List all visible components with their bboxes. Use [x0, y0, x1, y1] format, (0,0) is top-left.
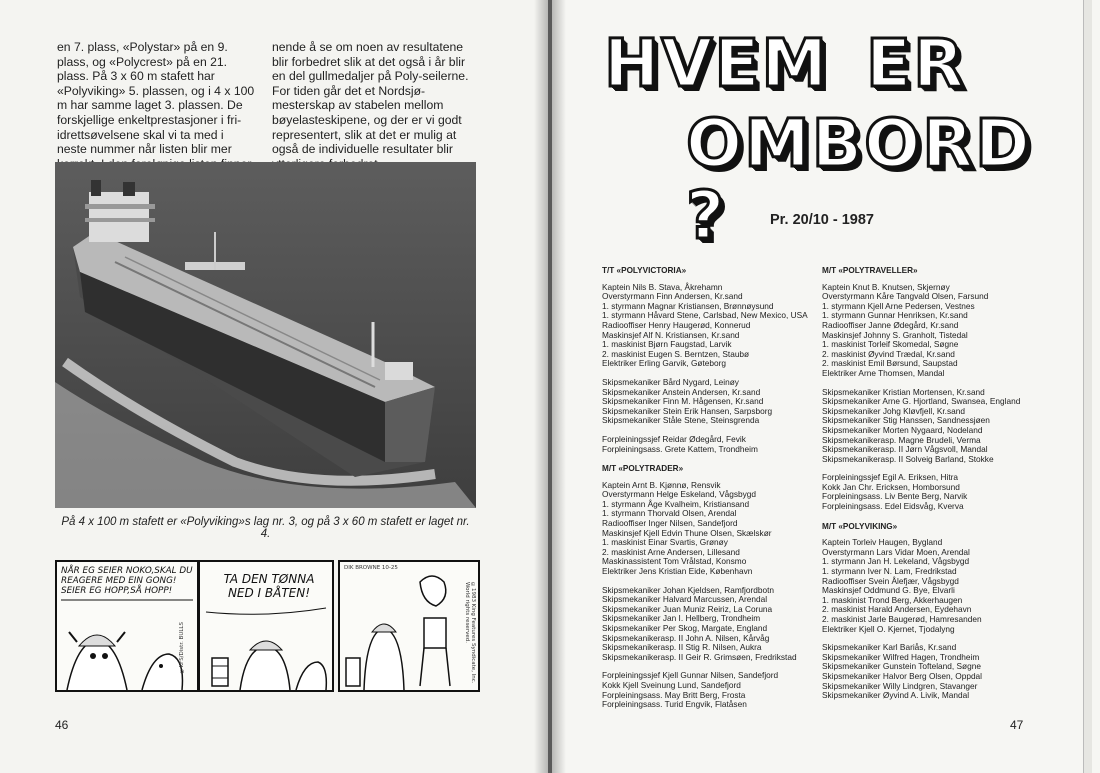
comic-speech-1: NÅR EG SEIER NOKO,SKAL DU REAGERE MED EIN GONG! SEIER EG HOPP,SÅ HOPP! — [61, 566, 193, 596]
crew-member: Skipsmekaniker Johg Kløvfjell, Kr.sand — [822, 405, 965, 416]
comic-panel-2 — [198, 560, 334, 692]
crew-column-right — [822, 266, 1047, 711]
tanker-photo — [55, 162, 476, 508]
crew-member: Forpleiningsass. Liv Bente Berg, Narvik — [822, 491, 968, 502]
article-column-2 — [272, 40, 476, 171]
crew-member: 2. maskinist Jarle Baugerød, Hamresanden — [822, 614, 982, 624]
ship-block — [602, 464, 822, 710]
crew-member: Skipsmekaniker Gunstein Tofteland, Søgne — [822, 661, 981, 672]
ship-block — [822, 266, 1047, 512]
crew-member: 1. maskinist Trond Berg, Akkerhaugen — [822, 594, 963, 605]
crew-member: Kaptein Knut B. Knutsen, Skjernøy — [822, 281, 950, 292]
crew-member: Skipsmekanikerasp. Magne Brudeli, Verma — [822, 434, 981, 445]
crew-member: Skipsmekaniker Finn M. Hågensen, Kr.sand — [602, 396, 764, 407]
viking-barrel-drawing-icon — [200, 562, 332, 690]
crew-member: Skipsmekaniker Halvor Berg Olsen, Oppdal — [822, 670, 983, 681]
crew-member: Skipsmekanikerasp. II Geir R. Grimsøen, Fredrikstad — [602, 651, 797, 662]
crew-column-left — [602, 266, 822, 720]
page-edge — [1083, 0, 1092, 773]
crew-member: Skipsmekaniker Øyvind A. Livik, Mandal — [822, 690, 970, 701]
crew-member: Skipsmekaniker Halvard Marcussen, Arendal — [602, 594, 768, 605]
crew-member: Overstyrmann Finn Andersen, Kr.sand — [602, 291, 743, 302]
crew-member: Skipsmekaniker Karl Bariås, Kr.sand — [822, 642, 957, 653]
article-text-1: en 7. plass, «Polystar» på en 9. plass, og «Polycrest» på en 21. plass. På 3 x 60 m stafett har «Polyviking» 5. plassen, og i 4 x 100 m har samme laget 3. plassen. De forskjellige enkeltprestasjoner i fri-idrettsøvelsene skal vi ta med i neste nummer når listen blir mer — [57, 40, 255, 157]
crew-member: Elektriker Jens Kristian Eide, København — [602, 566, 753, 577]
crew-member: Kaptein Nils B. Stava, Åkrehamn — [602, 281, 723, 292]
crew-member: Forpleiningsass. May Britt Berg, Frosta — [602, 689, 746, 700]
crew-member: Maskinsjef Oddmund G. Bye, Elvarli — [822, 585, 955, 596]
crew-member: Forpleiningsass. Grete Kattem, Trondheim — [602, 443, 758, 454]
crew-member: Elektriker Kjell O. Kjernet, Tjodalyng — [822, 623, 955, 634]
crew-member: Skipsmekaniker Stig Hanssen, Sandnessjøen — [822, 415, 990, 426]
crew-member: Elektriker Arne Thomsen, Mandal — [822, 367, 945, 378]
page-number-left: 46 — [55, 718, 69, 732]
crew-member: 1. styrmann Kjell Arne Pedersen, Vestnes — [822, 300, 975, 311]
crew-member: Maskinsjef Johnny S. Granholt, Tistedal — [822, 329, 968, 340]
crew-member: 2. maskinist Øyvind Trædal, Kr.sand — [822, 348, 955, 359]
comic-panel-1 — [55, 560, 199, 692]
crew-member: 1. styrmann Åge Kvalheim, Kristiansand — [602, 498, 750, 509]
crew-member: Radiooffiser Henry Haugerød, Konnerud — [602, 319, 751, 330]
ship-name: M/T «POLYTRAVELLER» — [822, 266, 918, 275]
headline-line-1: HVEM ER — [604, 25, 966, 102]
viking-jump-drawing-icon — [340, 562, 478, 690]
crew-member: Skipsmekaniker Per Skog, Margate, England — [602, 623, 768, 633]
crew-member: Forpleiningsass. Edel Eidsvåg, Kverva — [822, 501, 964, 512]
crew-member: Radiooffiser Janne Ødegård, Kr.sand — [822, 319, 959, 330]
photo-caption: På 4 x 100 m stafett er «Polyviking»s lag nr. 3, og på 3 x 60 m stafett er laget nr. 4. — [61, 516, 470, 540]
crew-member: Skipsmekaniker Wilfred Hagen, Trondheim — [822, 651, 980, 662]
crew-member: Maskinsjef Kjell Edvin Thune Olsen, Skælskør — [602, 527, 772, 538]
ship-name: T/T «POLYVICTORIA» — [602, 266, 687, 275]
crew-member: 2. maskinist Eugen S. Berntzen, Staubø — [602, 348, 750, 359]
crew-member: 1. styrmann Håvard Stene, Carlsbad, New Mexico, USA — [602, 310, 808, 321]
comic-signature: DIK BROWNE 10-25 — [344, 565, 398, 571]
crew-member: Radiooffiser Svein Ålefjær, Vågsbygd — [822, 575, 959, 586]
crew-member: Maskinsjef Alf N. Kristiansen, Kr.sand — [602, 329, 740, 340]
headline-line-2: OMBORD ? — [686, 105, 1032, 254]
crew-member: Forpleiningssjef Kjell Gunnar Nilsen, Sandefjord — [602, 670, 779, 681]
crew-member: Skipsmekanikerasp. II Jørn Vågsvoll, Mandal — [822, 444, 988, 455]
crew-member: 2. maskinist Harald Andersen, Eydehavn — [822, 604, 972, 615]
viking-drawing-icon — [57, 562, 197, 690]
crew-member: Kaptein Arnt B. Kjønnø, Rensvik — [602, 479, 721, 490]
crew-member: Skipsmekaniker Anstein Andersen, Kr.sand — [602, 386, 761, 397]
crew-member: Overstyrmann Helge Eskeland, Vågsbygd — [602, 489, 757, 500]
crew-member: 1. styrmann Iver N. Lam, Fredrikstad — [822, 566, 957, 577]
ship-block — [602, 266, 822, 454]
crew-member: 1. maskinist Einar Svartis, Grønøy — [602, 537, 728, 548]
spine-shadow — [552, 0, 566, 773]
crew-member: 2. maskinist Arne Andersen, Lillesand — [602, 546, 740, 557]
crew-member: Forpleiningsass. Turid Engvik, Flatåsen — [602, 699, 747, 710]
crew-member: 1. styrmann Gunnar Henriksen, Kr.sand — [822, 310, 968, 321]
spine-shadow — [534, 0, 548, 773]
crew-member: 1. maskinist Bjørn Faugstad, Larvik — [602, 339, 732, 350]
article-text-2: nende å se om noen av resultatene blir forbedret slik at det også i år blir en del gullmedaljer på Poly-seilerne. For tiden går det et Nordsjø-mesterskap av stabelen mellom bøyelasteskipene, og der er vi godt representert, slik at det er mulig at også de individuelle resultater blir — [272, 40, 469, 157]
crew-member: Skipsmekaniker Arne G. Hjortland, Swansea, England — [822, 396, 1021, 407]
comic-credit-1: ©KFS/Distr. BULLS — [179, 622, 185, 674]
ship-name: M/T «POLYVIKING» — [822, 521, 898, 531]
crew-member: 1. styrmann Magnar Kristiansen, Brønnøysund — [602, 300, 774, 311]
crew-member: Skipsmekaniker Stein Erik Hansen, Sarpsborg — [602, 405, 773, 416]
left-page — [0, 0, 548, 773]
crew-member: Forpleiningssjef Egil A. Eriksen, Hitra — [822, 472, 959, 483]
crew-member: Skipsmekaniker Johan Kjeldsen, Ramfjordbotn — [602, 584, 775, 595]
crew-member: Radiooffiser Inger Nilsen, Sandefjord — [602, 518, 738, 529]
crew-member: Skipsmekaniker Kristian Mortensen, Kr.sand — [822, 386, 985, 397]
crew-member: Skipsmekaniker Juan Muniz Reiriz, La Coruna — [602, 603, 773, 614]
ship-block — [822, 522, 1047, 701]
page-number-right: 47 — [1010, 718, 1024, 732]
comic-credit-3: ©1983 King Features Syndicate, Inc. World rights reserved. — [464, 582, 476, 684]
crew-member: 1. styrmann Jan H. Lekeland, Vågsbygd — [822, 556, 970, 567]
crew-member: Kokk Kjell Sveinung Lund, Sandefjord — [602, 679, 741, 690]
crew-member: Kokk Jan Chr. Ericksen, Homborsund — [822, 481, 960, 492]
date-line: Pr. 20/10 - 1987 — [770, 212, 874, 228]
crew-member: Skipsmekaniker Morten Nygaard, Nodeland — [822, 424, 983, 435]
comic-panel-3 — [338, 560, 480, 692]
crew-member: Skipsmekaniker Willy Lindgren, Stavanger — [822, 680, 978, 691]
crew-member: Elektriker Erling Garvik, Gøteborg — [602, 358, 727, 369]
crew-member: 2. maskinist Emil Børsund, Saupstad — [822, 358, 958, 369]
crew-member: Skipsmekanikerasp. II Stig R. Nilsen, Aukra — [602, 642, 762, 653]
crew-member: Forpleiningssjef Reidar Ødegård, Fevik — [602, 433, 746, 444]
comic-strip — [55, 560, 479, 692]
crew-member: Overstyrmann Lars Vidar Moen, Arendal — [822, 546, 970, 557]
crew-member: Skipsmekanikerasp. II Solveig Barland, Stokke — [822, 453, 994, 464]
crew-member: 1. maskinist Torleif Skomedal, Søgne — [822, 339, 959, 350]
ship-name: M/T «POLYTRADER» — [602, 464, 684, 474]
crew-member: Skipsmekaniker Bård Nygard, Leinøy — [602, 376, 739, 387]
right-page — [552, 0, 1100, 773]
crew-member: 1. styrmann Thorvald Olsen, Arendal — [602, 508, 737, 519]
crew-member: Maskinassistent Tom Vrålstad, Konsmo — [602, 556, 747, 567]
crew-member: Skipsmekaniker Jan I. Hellberg, Trondheim — [602, 613, 761, 624]
crew-member: Skipsmekanikerasp. II John A. Nilsen, Kårvåg — [602, 632, 770, 643]
crew-member: Skipsmekaniker Ståle Stene, Steinsgrenda — [602, 415, 760, 426]
crew-member: Kaptein Torleiv Haugen, Bygland — [822, 537, 943, 548]
comic-speech-2: TA DEN TØNNA NED I BÅTEN! — [223, 572, 315, 600]
crew-member: Overstyrmann Kåre Tangvald Olsen, Farsund — [822, 291, 989, 302]
